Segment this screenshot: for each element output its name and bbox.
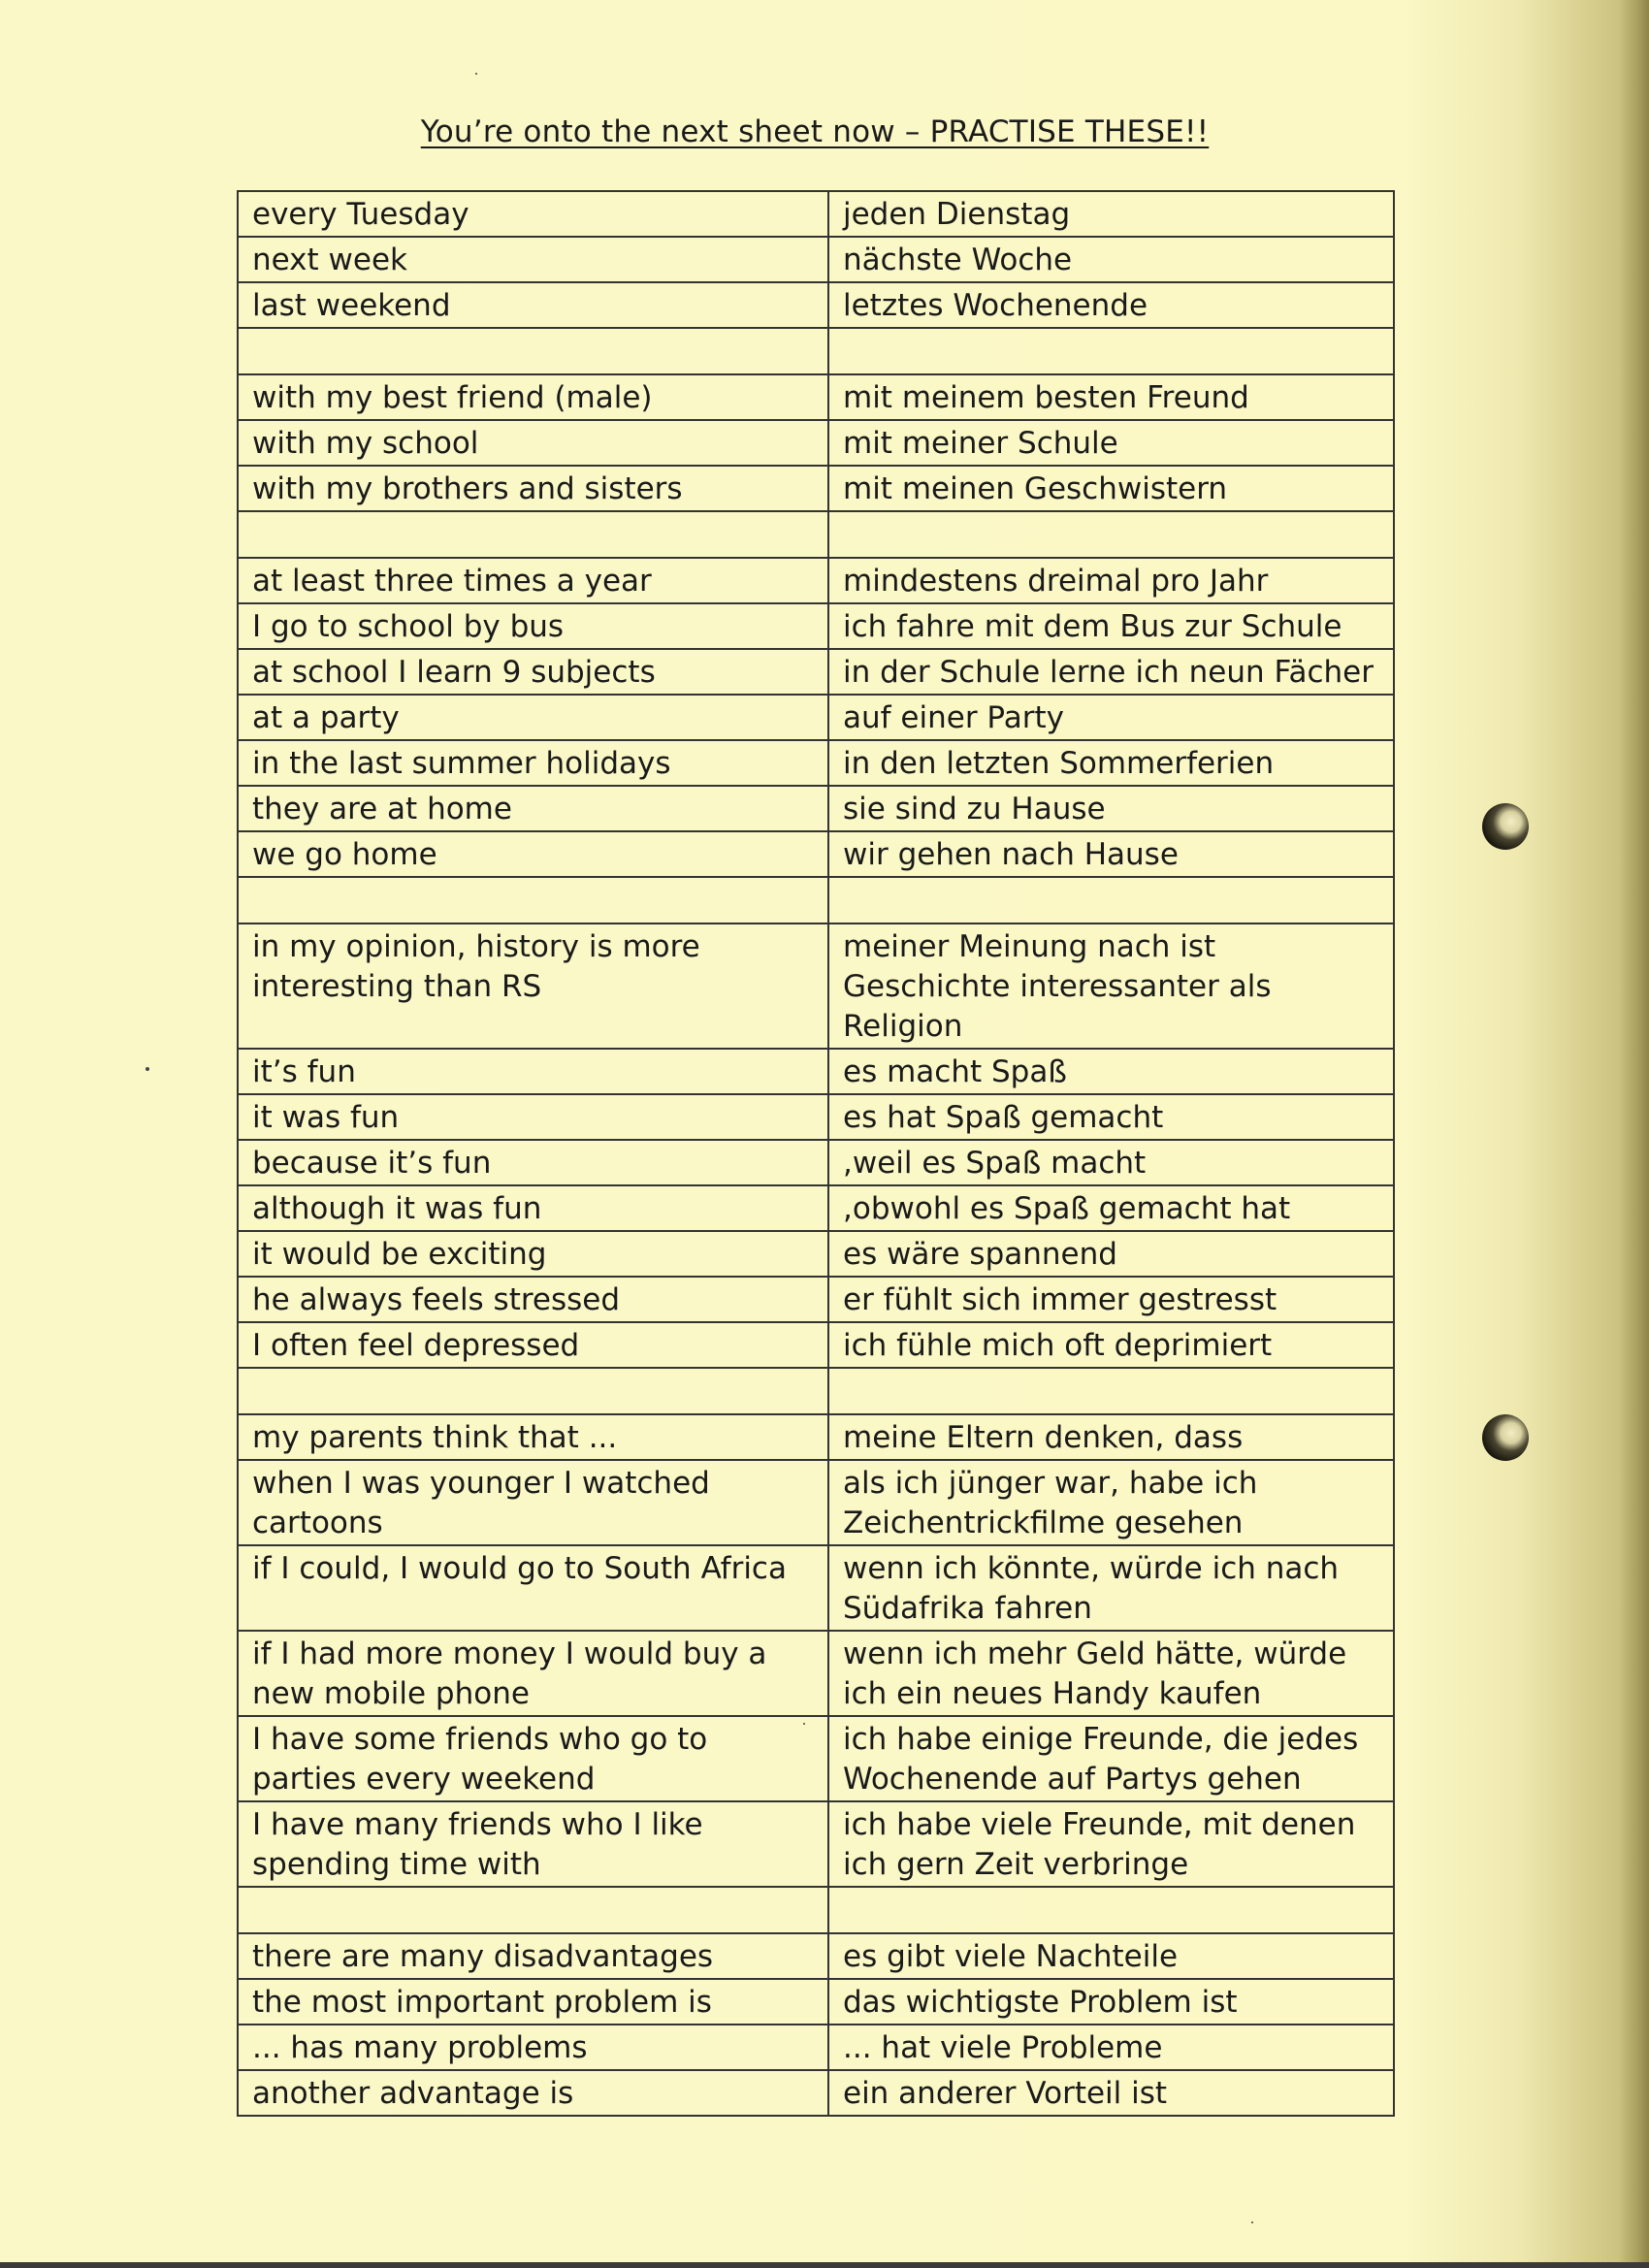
english-phrase: when I was younger I watched cartoons xyxy=(238,1460,828,1545)
german-phrase: ich habe viele Freunde, mit denen ich gern Zeit verbringe xyxy=(828,1801,1394,1887)
spacer-row xyxy=(238,1887,1394,1933)
english-phrase xyxy=(238,511,828,558)
english-phrase xyxy=(238,1368,828,1414)
german-phrase: es wäre spannend xyxy=(828,1231,1394,1277)
german-phrase: in der Schule lerne ich neun Fächer xyxy=(828,649,1394,695)
vocab-row xyxy=(238,374,1394,420)
english-phrase: if I had more money I would buy a new mobile phone xyxy=(238,1631,828,1716)
german-phrase: ,obwohl es Spaß gemacht hat xyxy=(828,1185,1394,1231)
english-phrase xyxy=(238,1887,828,1933)
speck xyxy=(1251,2221,1253,2223)
german-phrase: meiner Meinung nach ist Geschichte interessanter als Religion xyxy=(828,923,1394,1049)
vocab-row xyxy=(238,740,1394,786)
vocab-row xyxy=(238,1231,1394,1277)
german-phrase: es macht Spaß xyxy=(828,1049,1394,1094)
german-phrase: mit meinem besten Freund xyxy=(828,374,1394,420)
vocab-row xyxy=(238,2025,1394,2070)
vocab-row xyxy=(238,558,1394,603)
spacer-row xyxy=(238,328,1394,374)
english-phrase: at a party xyxy=(238,695,828,740)
german-phrase: in den letzten Sommerferien xyxy=(828,740,1394,786)
english-phrase xyxy=(238,328,828,374)
vocab-row xyxy=(238,282,1394,328)
english-phrase: ... has many problems xyxy=(238,2025,828,2070)
vocab-row xyxy=(238,1933,1394,1979)
german-phrase: er fühlt sich immer gestresst xyxy=(828,1277,1394,1322)
german-phrase: nächste Woche xyxy=(828,237,1394,282)
german-phrase: jeden Dienstag xyxy=(828,191,1394,237)
english-phrase: I go to school by bus xyxy=(238,603,828,649)
english-phrase: with my best friend (male) xyxy=(238,374,828,420)
vocab-row xyxy=(238,466,1394,511)
german-phrase: wenn ich könnte, würde ich nach Südafrika fahren xyxy=(828,1545,1394,1631)
vocab-row xyxy=(238,1545,1394,1631)
vocabulary-table-body xyxy=(238,191,1394,2116)
english-phrase: I have some friends who go to parties every weekend xyxy=(238,1716,828,1801)
binder-edge xyxy=(1620,0,1649,2268)
english-phrase: at least three times a year xyxy=(238,558,828,603)
german-phrase xyxy=(828,1368,1394,1414)
english-phrase: another advantage is xyxy=(238,2070,828,2116)
english-phrase: it was fun xyxy=(238,1094,828,1140)
english-phrase: it’s fun xyxy=(238,1049,828,1094)
speck xyxy=(475,73,477,75)
vocab-row xyxy=(238,420,1394,466)
english-phrase: in my opinion, history is more interesting than RS xyxy=(238,923,828,1049)
english-phrase: although it was fun xyxy=(238,1185,828,1231)
german-phrase: sie sind zu Hause xyxy=(828,786,1394,831)
german-phrase: ich fühle mich oft deprimiert xyxy=(828,1322,1394,1368)
german-phrase: ,weil es Spaß macht xyxy=(828,1140,1394,1185)
vocab-row xyxy=(238,603,1394,649)
vocab-row xyxy=(238,1460,1394,1545)
scan-bottom-edge xyxy=(0,2262,1649,2268)
english-phrase: he always feels stressed xyxy=(238,1277,828,1322)
spacer-row xyxy=(238,877,1394,923)
english-phrase: if I could, I would go to South Africa xyxy=(238,1545,828,1631)
german-phrase: wenn ich mehr Geld hätte, würde ich ein neues Handy kaufen xyxy=(828,1631,1394,1716)
vocab-row xyxy=(238,1140,1394,1185)
vocabulary-table xyxy=(237,190,1395,2117)
english-phrase: the most important problem is xyxy=(238,1979,828,2025)
vocab-row xyxy=(238,1414,1394,1460)
vocab-row xyxy=(238,1631,1394,1716)
english-phrase: with my brothers and sisters xyxy=(238,466,828,511)
german-phrase: mit meiner Schule xyxy=(828,420,1394,466)
vocab-row xyxy=(238,2070,1394,2116)
german-phrase xyxy=(828,877,1394,923)
english-phrase: my parents think that ... xyxy=(238,1414,828,1460)
german-phrase xyxy=(828,1887,1394,1933)
spacer-row xyxy=(238,511,1394,558)
english-phrase: every Tuesday xyxy=(238,191,828,237)
english-phrase: with my school xyxy=(238,420,828,466)
german-phrase: es gibt viele Nachteile xyxy=(828,1933,1394,1979)
german-phrase: es hat Spaß gemacht xyxy=(828,1094,1394,1140)
vocab-row xyxy=(238,1801,1394,1887)
german-phrase: mit meinen Geschwistern xyxy=(828,466,1394,511)
english-phrase: next week xyxy=(238,237,828,282)
german-phrase: ... hat viele Probleme xyxy=(828,2025,1394,2070)
german-phrase xyxy=(828,328,1394,374)
vocab-row xyxy=(238,923,1394,1049)
english-phrase: there are many disadvantages xyxy=(238,1933,828,1979)
vocab-row xyxy=(238,1049,1394,1094)
vocab-row xyxy=(238,1716,1394,1801)
english-phrase: in the last summer holidays xyxy=(238,740,828,786)
english-phrase: at school I learn 9 subjects xyxy=(238,649,828,695)
german-phrase: wir gehen nach Hause xyxy=(828,831,1394,877)
vocab-row xyxy=(238,831,1394,877)
german-phrase: ich habe einige Freunde, die jedes Wochenende auf Partys gehen xyxy=(828,1716,1394,1801)
german-phrase: das wichtigste Problem ist xyxy=(828,1979,1394,2025)
english-phrase xyxy=(238,877,828,923)
english-phrase: last weekend xyxy=(238,282,828,328)
vocab-row xyxy=(238,649,1394,695)
german-phrase: meine Eltern denken, dass xyxy=(828,1414,1394,1460)
vocab-row xyxy=(238,237,1394,282)
english-phrase: we go home xyxy=(238,831,828,877)
vocab-row xyxy=(238,1185,1394,1231)
english-phrase: it would be exciting xyxy=(238,1231,828,1277)
vocab-row xyxy=(238,1322,1394,1368)
german-phrase: letztes Wochenende xyxy=(828,282,1394,328)
page-title: You’re onto the next sheet now – PRACTISE THESE!! xyxy=(420,114,1210,149)
german-phrase: ich fahre mit dem Bus zur Schule xyxy=(828,603,1394,649)
german-phrase: auf einer Party xyxy=(828,695,1394,740)
english-phrase: I often feel depressed xyxy=(238,1322,828,1368)
vocab-row xyxy=(238,1979,1394,2025)
vocab-row xyxy=(238,695,1394,740)
german-phrase: als ich jünger war, habe ich Zeichentrickfilme gesehen xyxy=(828,1460,1394,1545)
vocab-row xyxy=(238,191,1394,237)
punch-hole xyxy=(1482,803,1529,850)
vocab-row xyxy=(238,1277,1394,1322)
german-phrase: ein anderer Vorteil ist xyxy=(828,2070,1394,2116)
speck xyxy=(146,1067,149,1071)
spacer-row xyxy=(238,1368,1394,1414)
english-phrase: I have many friends who I like spending time with xyxy=(238,1801,828,1887)
vocab-row xyxy=(238,1094,1394,1140)
german-phrase: mindestens dreimal pro Jahr xyxy=(828,558,1394,603)
punch-hole xyxy=(1482,1414,1529,1461)
german-phrase xyxy=(828,511,1394,558)
vocab-row xyxy=(238,786,1394,831)
english-phrase: they are at home xyxy=(238,786,828,831)
english-phrase: because it’s fun xyxy=(238,1140,828,1185)
